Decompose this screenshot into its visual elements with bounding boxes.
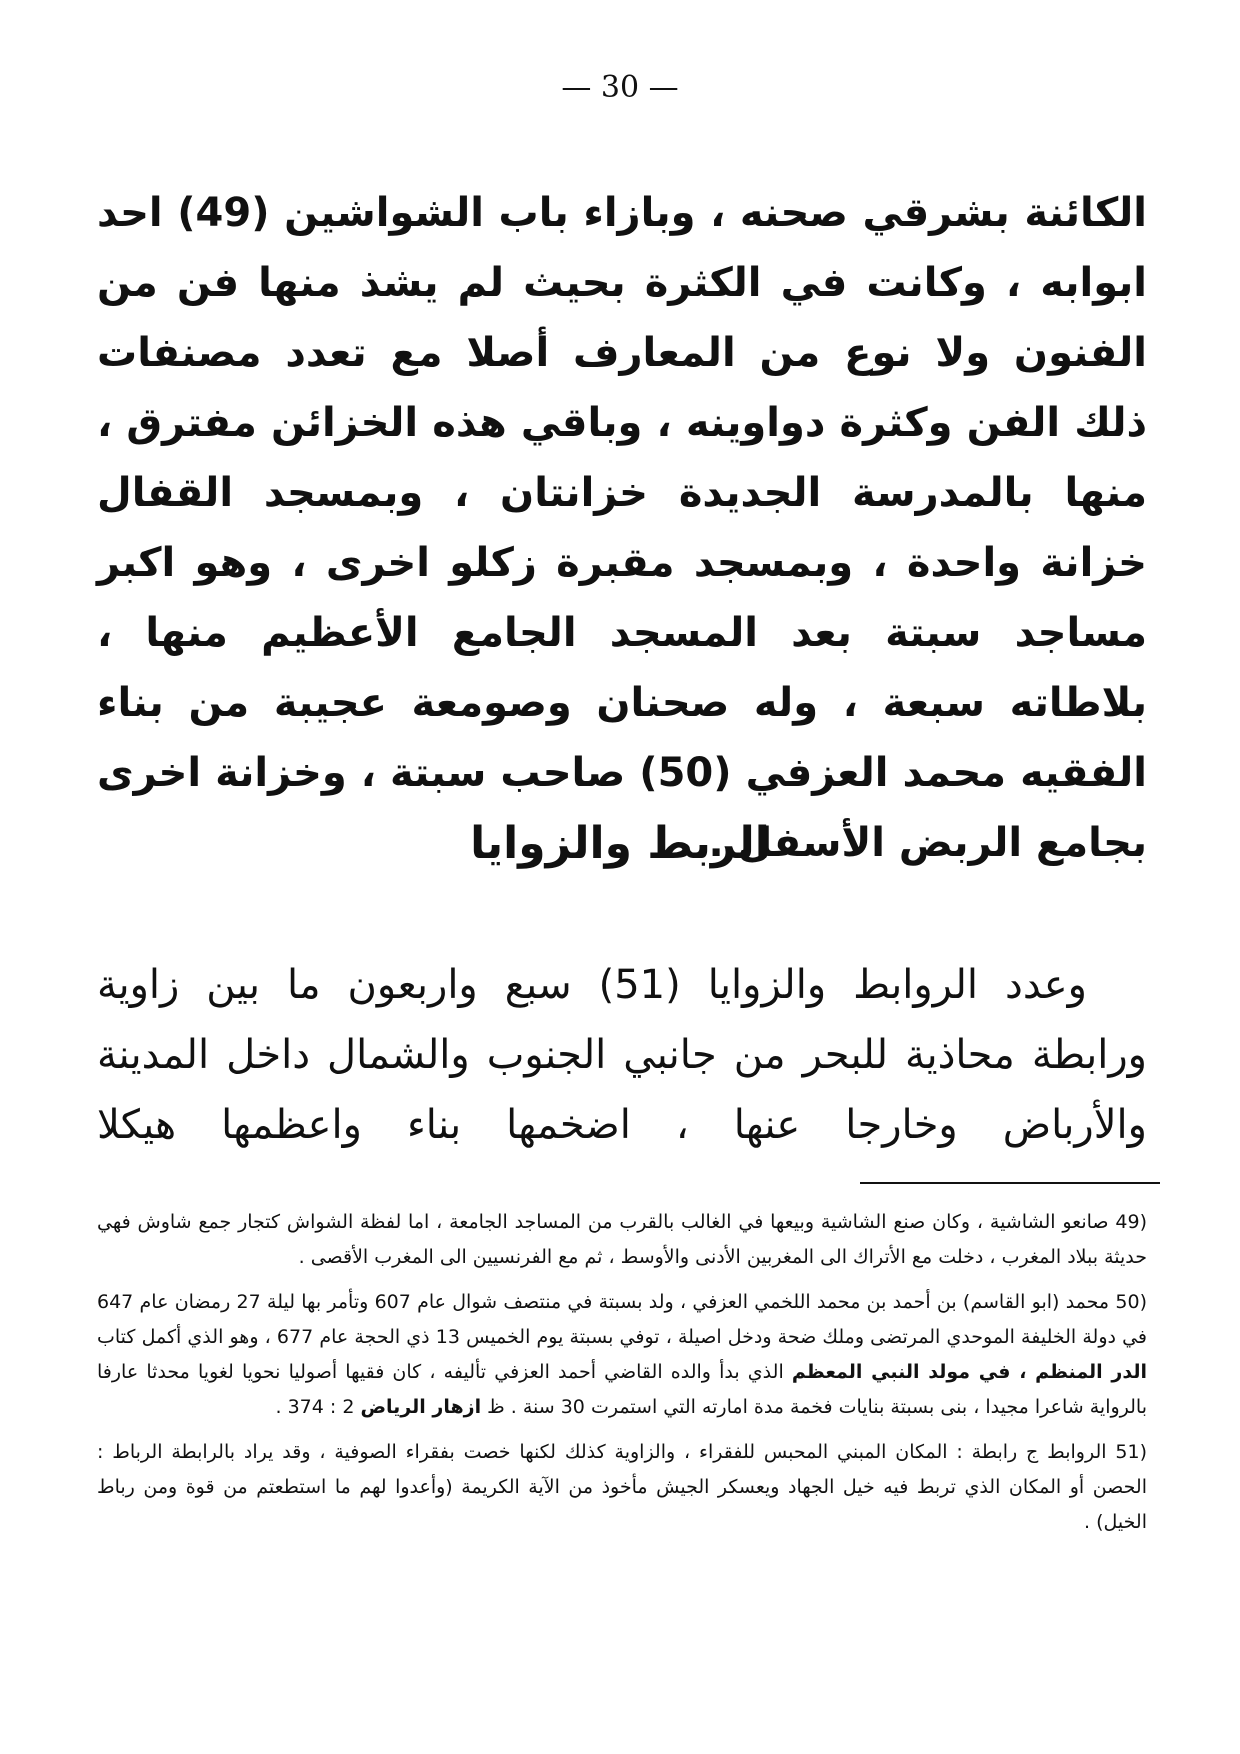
footnotes xyxy=(97,1205,1147,1550)
book-title: ازهار الرياض xyxy=(360,1396,482,1418)
footnote-51 xyxy=(97,1435,1147,1540)
section-heading: الربط والزوايا xyxy=(470,818,770,869)
footnote-number: (50 xyxy=(1115,1291,1147,1313)
footnote-text: الروابط ج رابطة : المكان المبني المحبس للفقراء ، والزاوية كذلك لكنها خصت بفقراء الصوفية ، وقد يراد بالرابطة الرباط : الحصن أو المكان الذي تربط فيه خيل الجهاد ويعسكر الجيش مأخوذ من الآية الكريمة (وأعدوا لهم ما استطعتم من قوة ومن رباط الخيل) . xyxy=(97,1441,1147,1533)
paragraph-1: الكائنة بشرقي صحنه ، وبازاء باب الشواشين (49) احد ابوابه ، وكانت في الكثرة بحيث لم يشذ منها فن من الفنون ولا نوع من المعارف أصلا مع تعدد مصنفات ذلك الفن وكثرة دواوينه ، وباقي هذه الخزائن مفترق ، منها بالمدرسة الجديدة خزانتان ، وبمسجد القفال خزانة واحدة ، وبمسجد مقبرة زكلو اخرى ، وهو اكبر مساجد سبتة بعد المسجد الجامع الأعظيم منها ، بلاطاته سبعة ، وله صحنان وصومعة عجيبة من بناء الفقيه محمد العزفي (50) صاحب سبتة ، وخزانة اخرى بجامع الربض الأسفل . xyxy=(97,190,1148,866)
paragraph-2: وعدد الروابط والزوايا (51) سبع واربعون ما بين زاوية ورابطة محاذية للبحر من جانبي الجنوب والشمال داخل المدينة والأرباض وخارجا عنها ، اضخمها بناء واعظمها هيكلا xyxy=(97,962,1147,1148)
footnote-text: 2 : 374 . xyxy=(275,1396,355,1418)
footnote-text: محمد (ابو القاسم) بن أحمد بن محمد اللخمي العزفي ، ولد بسبتة في منتصف شوال عام 607 وتأمر بها ليلة 27 رمضان عام 647 في دولة الخليفة الموحدي المرتضى وملك ضحة ودخل اصيلة ، توفي بسبتة يوم الخميس 13 ذي الحجة عام 677 ، وهو الذي أكمل كتاب xyxy=(97,1291,1148,1348)
main-text-block xyxy=(97,178,1147,878)
footnote-number: (49 xyxy=(1115,1211,1147,1233)
footnote-divider xyxy=(860,1182,1160,1184)
footnote-50 xyxy=(97,1285,1147,1425)
footnote-49 xyxy=(97,1205,1147,1275)
footnote-text: صانعو الشاشية ، وكان صنع الشاشية وبيعها في الغالب بالقرب من المساجد الجامعة ، اما لفظة الشواش كتجار جمع شاوش فهي حديثة ببلاد المغرب ، دخلت مع الأتراك الى المغربين الأدنى والأوسط ، ثم مع الفرنسيين الى المغرب الأقصى . xyxy=(97,1211,1147,1268)
book-title: الدر المنظم ، في مولد النبي المعظم xyxy=(791,1361,1147,1383)
page-number: — 30 — xyxy=(561,70,679,105)
footnote-text: الذي بدأ والده القاضي أحمد العزفي تأليفه ، كان فقيها أصوليا نحويا لغويا محدثا عارفا بالرواية شاعرا مجيدا ، بنى بسبتة بنايات فخمة مدة امارته التي استمرت 30 سنة . ظ xyxy=(97,1361,1147,1418)
footnote-number: (51 xyxy=(1115,1441,1147,1463)
second-text-block xyxy=(97,950,1147,1160)
